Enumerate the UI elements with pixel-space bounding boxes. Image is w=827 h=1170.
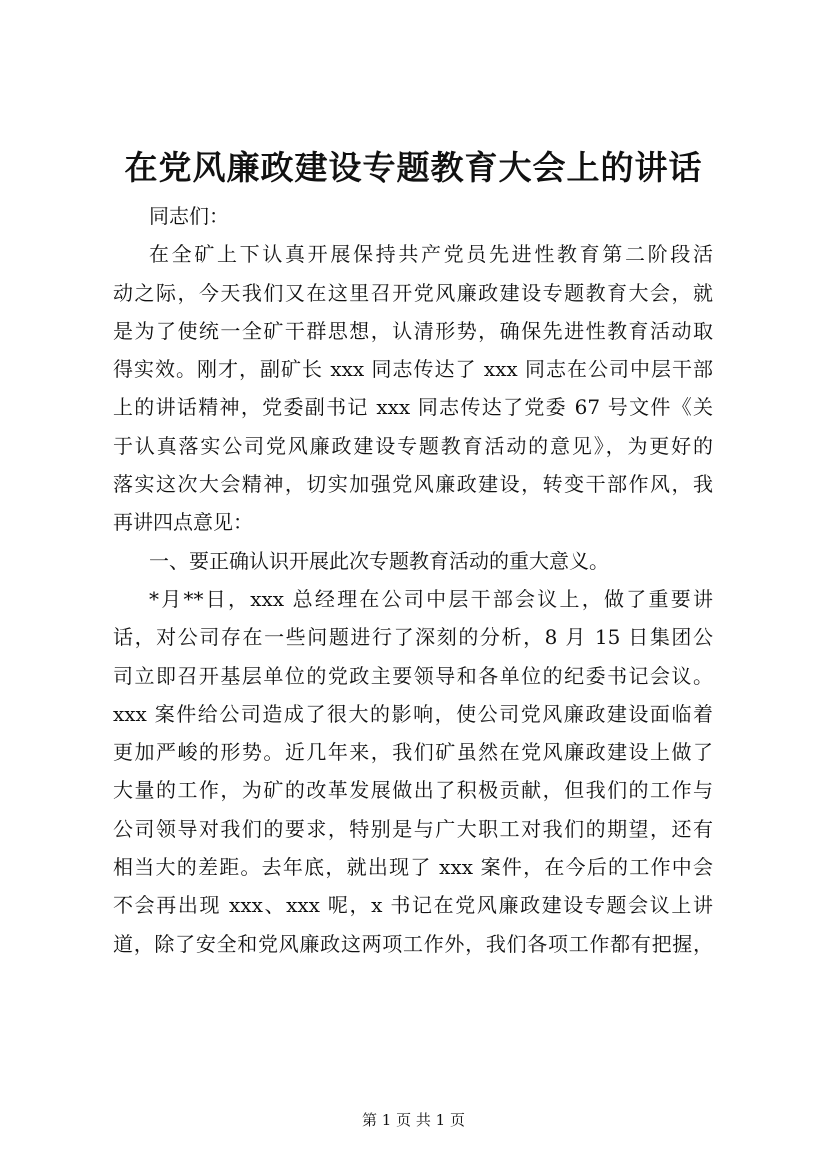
paragraph-line: 司立即召开基层单位的党政主要领导和各单位的纪委书记会议。: [113, 663, 713, 688]
paragraph-line: 相当大的差距。去年底，就出现了 xxx 案件，在今后的工作中会: [113, 855, 713, 880]
paragraph-line: 动之际，今天我们又在这里召开党风廉政建设专题教育大会，就: [113, 280, 713, 305]
page-number-footer: 第 1 页 共 1 页: [362, 1111, 465, 1129]
paragraph-line: 更加严峻的形势。近几年来，我们矿虽然在党风廉政建设上做了: [113, 740, 713, 765]
salutation-line: 同志们：: [149, 204, 229, 228]
paragraph-line: 落实这次大会精神，切实加强党风廉政建设，转变干部作风，我: [113, 472, 713, 497]
paragraph-line: 公司领导对我们的要求，特别是与广大职工对我们的期望，还有: [113, 816, 713, 841]
document-body: [113, 197, 713, 963]
document-title: 在党风廉政建设专题教育大会上的讲话: [124, 148, 703, 187]
section-heading: 一、要正确认识开展此次专题教育活动的重大意义。: [149, 548, 609, 573]
paragraph-line: 话，对公司存在一些问题进行了深刻的分析，8 月 15 日集团公: [113, 625, 713, 650]
paragraph-line: 不会再出现 xxx、xxx 呢，x 书记在党风廉政建设专题会议上讲: [113, 893, 713, 918]
paragraph-line: 再讲四点意见：: [113, 510, 253, 535]
paragraph-line: *月**日，xxx 总经理在公司中层干部会议上，做了重要讲: [149, 586, 713, 611]
paragraph-line: 上的讲话精神，党委副书记 xxx 同志传达了党委 67 号文件《关: [113, 395, 713, 420]
paragraph-line: 在全矿上下认真开展保持共产党员先进性教育第二阶段活: [149, 242, 713, 267]
paragraph-line: 是为了使统一全矿干群思想，认清形势，确保先进性教育活动取: [113, 318, 713, 343]
paragraph-line: 得实效。刚才，副矿长 xxx 同志传达了 xxx 同志在公司中层干部: [113, 357, 713, 382]
paragraph-line: 道，除了安全和党风廉政这两项工作外，我们各项工作都有把握，: [113, 931, 713, 956]
paragraph-line: 于认真落实公司党风廉政建设专题教育活动的意见》，为更好的: [113, 433, 713, 458]
paragraph-line: 大量的工作，为矿的改革发展做出了积极贡献，但我们的工作与: [113, 778, 713, 803]
paragraph-line: xxx 案件给公司造成了很大的影响，使公司党风廉政建设面临着: [113, 701, 713, 726]
